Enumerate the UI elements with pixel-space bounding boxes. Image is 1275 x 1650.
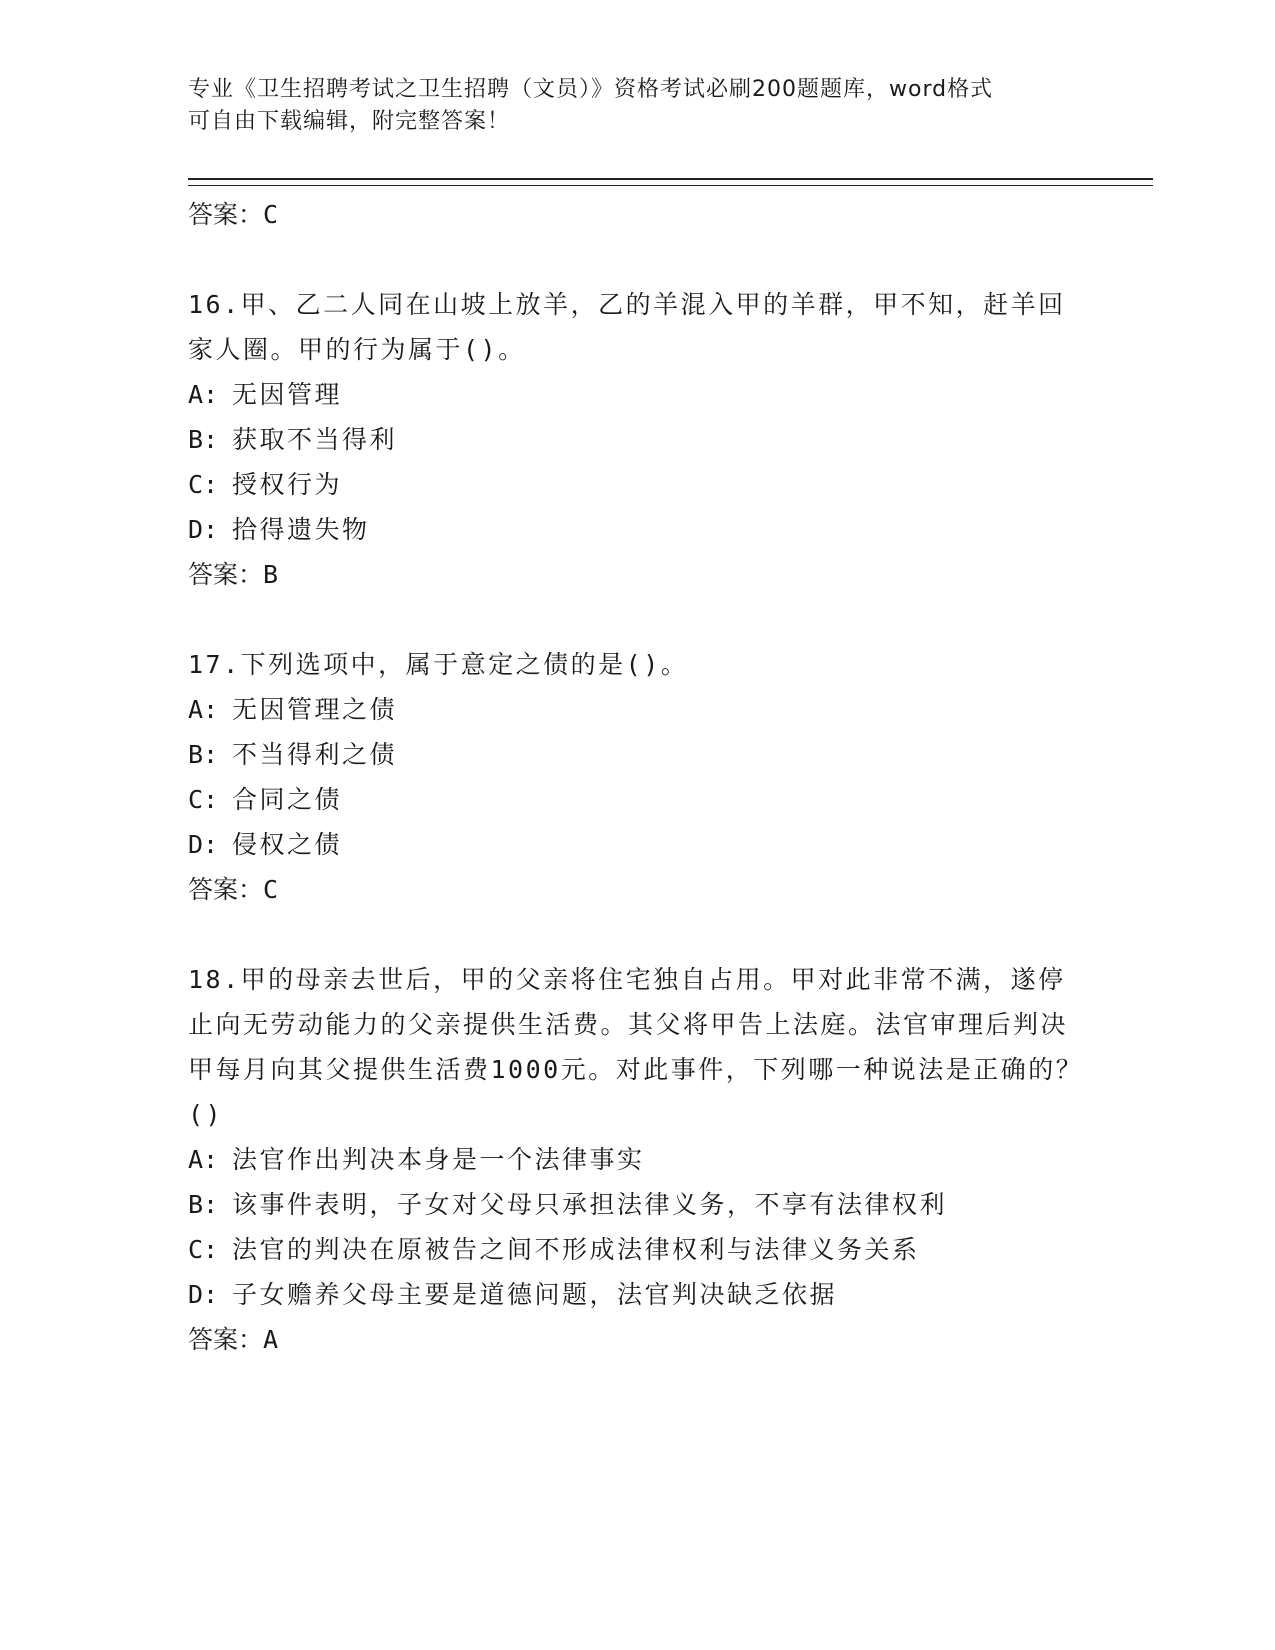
answer-value: B [263, 560, 279, 589]
option-b [188, 1182, 1088, 1227]
option-b [188, 417, 1088, 462]
option-key: A: [188, 380, 219, 409]
option-text: 合同之债 [232, 785, 343, 814]
option-b [188, 732, 1088, 777]
question-stem [188, 642, 1088, 687]
option-key: A: [188, 1145, 219, 1174]
option-text: 不当得利之债 [232, 740, 398, 769]
option-key: B: [188, 425, 219, 454]
option-c [188, 1227, 1088, 1272]
header-divider [188, 178, 1153, 186]
option-text: 侵权之债 [232, 830, 343, 859]
option-a [188, 372, 1088, 417]
answer-value: C [263, 200, 279, 229]
option-key: B: [188, 740, 219, 769]
option-key: C: [188, 470, 219, 499]
option-text: 子女赡养父母主要是道德问题，法官判决缺乏依据 [232, 1280, 838, 1309]
option-a [188, 1137, 1088, 1182]
question-18 [188, 957, 1088, 1362]
option-text: 法官作出判决本身是一个法律事实 [232, 1145, 645, 1174]
option-c [188, 777, 1088, 822]
answer-label: 答案： [188, 1325, 264, 1354]
option-a [188, 687, 1088, 732]
header-title-line-2: 可自由下载编辑，附完整答案！ [188, 109, 511, 134]
option-key: D: [188, 1280, 219, 1309]
option-key: A: [188, 695, 219, 724]
spacer [188, 237, 1088, 282]
question-number: 16. [188, 290, 241, 319]
question-17 [188, 642, 1088, 912]
answer-label: 答案： [188, 560, 264, 589]
answer-label: 答案： [188, 875, 264, 904]
question-answer [188, 1317, 1088, 1362]
spacer [188, 912, 1088, 957]
option-text: 该事件表明，子女对父母只承担法律义务，不享有法律权利 [232, 1190, 948, 1219]
option-text: 授权行为 [232, 470, 343, 499]
question-text: 甲、乙二人同在山坡上放羊，乙的羊混入甲的羊群，甲不知，赶羊回家人圈。甲的行为属于()。 [188, 290, 1066, 364]
answer-label: 答案： [188, 200, 264, 229]
spacer [188, 597, 1088, 642]
question-number: 18. [188, 965, 241, 994]
option-key: B: [188, 1190, 219, 1219]
question-text: 下列选项中，属于意定之债的是()。 [240, 650, 689, 679]
question-answer [188, 867, 1088, 912]
question-number: 17. [188, 650, 241, 679]
option-d [188, 822, 1088, 867]
option-key: C: [188, 1235, 219, 1264]
question-stem [188, 282, 1088, 372]
question-16 [188, 282, 1088, 597]
header-title-line-1: 专业《卫生招聘考试之卫生招聘（文员）》资格考试必刷200题题库，word格式 [188, 77, 994, 102]
document-header [188, 74, 1068, 138]
option-text: 拾得遗失物 [232, 515, 370, 544]
option-d [188, 1272, 1088, 1317]
option-text: 法官的判决在原被告之间不形成法律权利与法律义务关系 [232, 1235, 920, 1264]
option-text: 获取不当得利 [232, 425, 398, 454]
question-list [188, 192, 1088, 1362]
question-answer [188, 552, 1088, 597]
option-key: D: [188, 515, 219, 544]
question-text: 甲的母亲去世后，甲的父亲将住宅独自占用。甲对此非常不满，遂停止向无劳动能力的父亲提供生活费。其父将甲告上法庭。法官审理后判决甲每月向其父提供生活费1000元。对此事件，下列哪一种说法是正确的？() [188, 965, 1084, 1129]
option-d [188, 507, 1088, 552]
option-text: 无因管理之债 [232, 695, 398, 724]
option-c [188, 462, 1088, 507]
option-key: C: [188, 785, 219, 814]
option-key: D: [188, 830, 219, 859]
answer-value: A [263, 1325, 279, 1354]
question-stem [188, 957, 1088, 1137]
answer-value: C [263, 875, 279, 904]
option-text: 无因管理 [232, 380, 343, 409]
previous-answer [188, 192, 1088, 237]
